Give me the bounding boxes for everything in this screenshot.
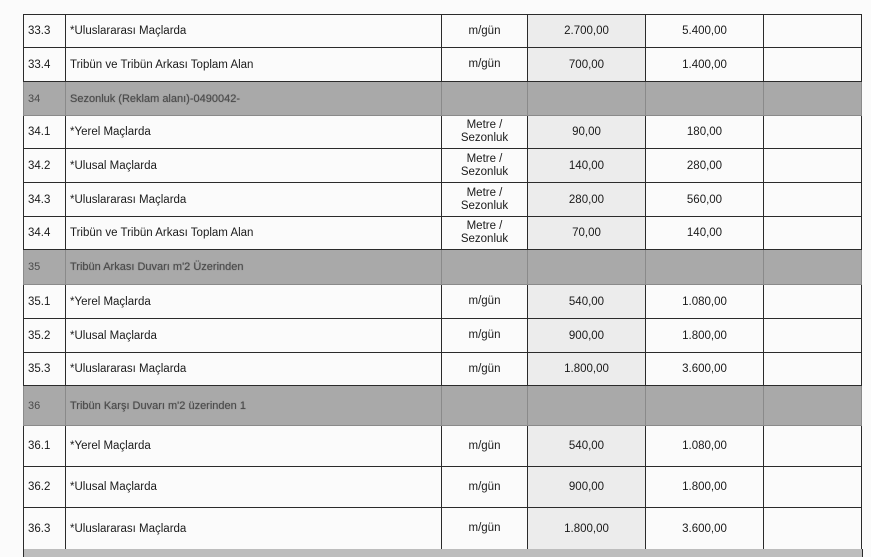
price-cell: 900,00 (528, 319, 646, 353)
price-cell: 540,00 (528, 426, 646, 467)
item-unit: m/gün (442, 285, 528, 319)
price-cell: 280,00 (646, 149, 764, 183)
item-description: Tribün ve Tribün Arkası Toplam Alan (66, 48, 442, 82)
empty-cell (764, 386, 862, 426)
empty-cell (528, 386, 646, 426)
item-description: *Yerel Maçlarda (66, 285, 442, 319)
price-cell: 1.800,00 (646, 467, 764, 508)
item-unit: m/gün (442, 319, 528, 353)
item-description: *Uluslararası Maçlarda (66, 183, 442, 217)
item-number: 36.3 (24, 508, 66, 550)
table-row (24, 426, 862, 467)
price-cell: 1.800,00 (646, 319, 764, 353)
section-row (24, 386, 862, 426)
price-cell: 1.800,00 (528, 353, 646, 386)
section-title: Tribün Karşı Duvarı m'2 üzerinden 1 (66, 386, 442, 426)
item-number: 34.1 (24, 116, 66, 149)
empty-cell (764, 15, 862, 48)
item-unit: Metre / Sezonluk (442, 149, 528, 183)
item-description: *Ulusal Maçlarda (66, 149, 442, 183)
item-unit: Metre / Sezonluk (442, 116, 528, 149)
item-unit: m/gün (442, 48, 528, 82)
item-description: *Yerel Maçlarda (66, 116, 442, 149)
item-description: *Ulusal Maçlarda (66, 319, 442, 353)
table-row (24, 149, 862, 183)
table-row (24, 319, 862, 353)
price-cell: 3.600,00 (646, 508, 764, 550)
section-number: 35 (24, 250, 66, 285)
price-cell: 280,00 (528, 183, 646, 217)
table-row (24, 285, 862, 319)
item-number: 34.4 (24, 217, 66, 250)
item-unit: Metre / Sezonluk (442, 183, 528, 217)
price-cell: 140,00 (528, 149, 646, 183)
empty-cell (764, 217, 862, 250)
tariff-table (23, 14, 862, 550)
price-cell: 900,00 (528, 467, 646, 508)
price-cell: 1.080,00 (646, 426, 764, 467)
price-cell: 540,00 (528, 285, 646, 319)
empty-cell (646, 386, 764, 426)
empty-cell (442, 82, 528, 116)
price-cell: 90,00 (528, 116, 646, 149)
item-number: 34.3 (24, 183, 66, 217)
item-unit: m/gün (442, 508, 528, 550)
section-title: Tribün Arkası Duvarı m'2 Üzerinden (66, 250, 442, 285)
price-cell: 140,00 (646, 217, 764, 250)
item-unit: m/gün (442, 426, 528, 467)
price-cell: 5.400,00 (646, 15, 764, 48)
tariff-table-body (24, 15, 862, 550)
item-number: 35.2 (24, 319, 66, 353)
section-title: Sezonluk (Reklam alanı)-0490042- (66, 82, 442, 116)
empty-cell (528, 250, 646, 285)
empty-cell (764, 48, 862, 82)
item-unit: m/gün (442, 467, 528, 508)
item-description: *Ulusal Maçlarda (66, 467, 442, 508)
table-row (24, 116, 862, 149)
table-row (24, 353, 862, 386)
section-row (24, 82, 862, 116)
empty-cell (764, 183, 862, 217)
price-cell: 1.800,00 (528, 508, 646, 550)
item-unit: m/gün (442, 15, 528, 48)
item-description: *Uluslararası Maçlarda (66, 353, 442, 386)
price-cell: 1.080,00 (646, 285, 764, 319)
item-description: *Uluslararası Maçlarda (66, 508, 442, 550)
item-number: 35.3 (24, 353, 66, 386)
item-number: 34.2 (24, 149, 66, 183)
table-row (24, 217, 862, 250)
section-number: 36 (24, 386, 66, 426)
table-row (24, 467, 862, 508)
item-number: 35.1 (24, 285, 66, 319)
empty-cell (442, 386, 528, 426)
table-row (24, 508, 862, 550)
empty-cell (646, 250, 764, 285)
table-row (24, 48, 862, 82)
empty-cell (764, 353, 862, 386)
empty-cell (528, 82, 646, 116)
price-cell: 1.400,00 (646, 48, 764, 82)
empty-cell (764, 467, 862, 508)
price-cell: 700,00 (528, 48, 646, 82)
price-cell: 180,00 (646, 116, 764, 149)
price-cell: 560,00 (646, 183, 764, 217)
empty-cell (764, 508, 862, 550)
empty-cell (764, 250, 862, 285)
section-number: 34 (24, 82, 66, 116)
empty-cell (764, 149, 862, 183)
price-cell: 3.600,00 (646, 353, 764, 386)
empty-cell (646, 82, 764, 116)
table-row (24, 15, 862, 48)
empty-cell (442, 250, 528, 285)
price-cell: 2.700,00 (528, 15, 646, 48)
price-cell: 70,00 (528, 217, 646, 250)
item-description: *Yerel Maçlarda (66, 426, 442, 467)
item-number: 36.1 (24, 426, 66, 467)
empty-cell (764, 285, 862, 319)
item-description: Tribün ve Tribün Arkası Toplam Alan (66, 217, 442, 250)
empty-cell (764, 116, 862, 149)
item-number: 33.4 (24, 48, 66, 82)
empty-cell (764, 82, 862, 116)
item-unit: m/gün (442, 353, 528, 386)
item-number: 36.2 (24, 467, 66, 508)
item-description: *Uluslararası Maçlarda (66, 15, 442, 48)
item-unit: Metre / Sezonluk (442, 217, 528, 250)
section-row (24, 250, 862, 285)
empty-cell (764, 426, 862, 467)
table-continuation-edge (23, 549, 863, 557)
empty-cell (764, 319, 862, 353)
table-row (24, 183, 862, 217)
item-number: 33.3 (24, 15, 66, 48)
